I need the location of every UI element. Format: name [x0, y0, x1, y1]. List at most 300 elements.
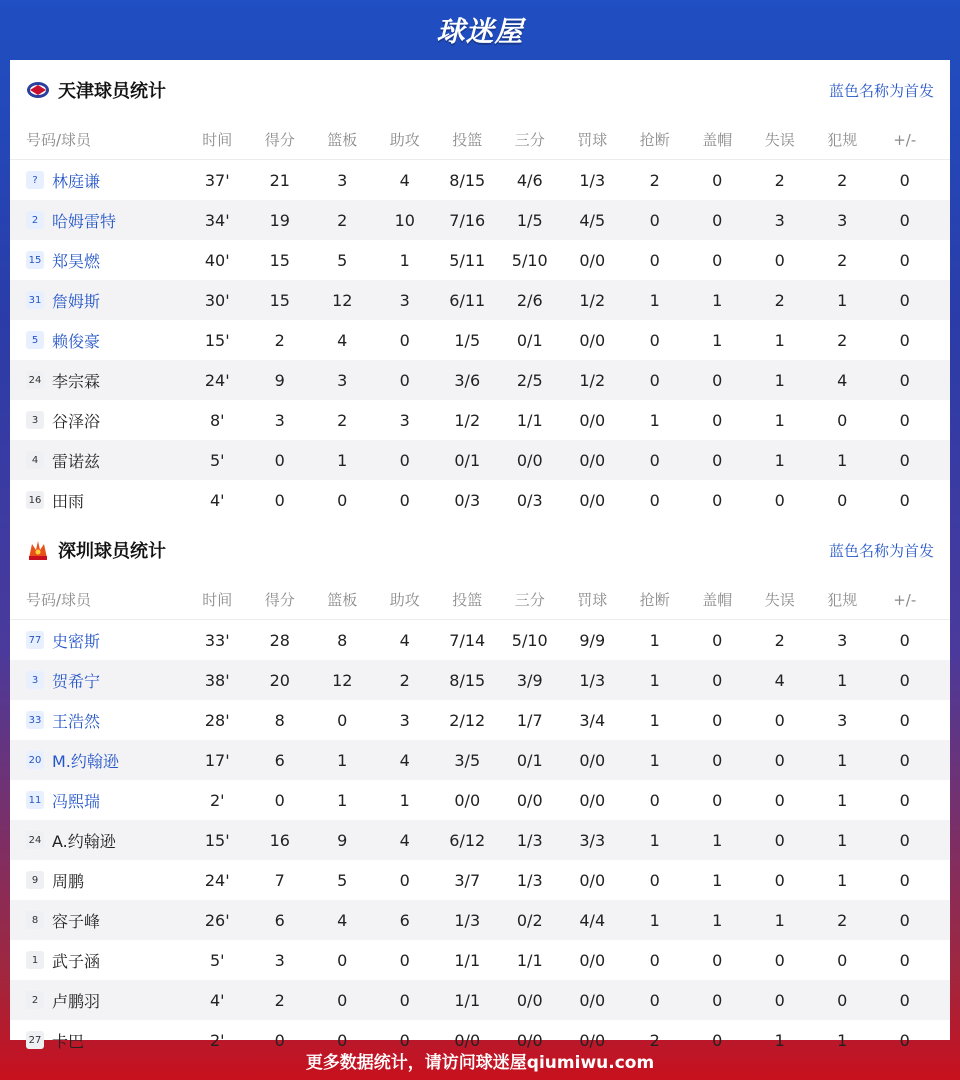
player-name[interactable]: 詹姆斯 [52, 291, 101, 311]
player-row [10, 480, 950, 520]
stat-cell: 3 [337, 170, 348, 190]
stat-cell: 15 [269, 250, 290, 270]
stat-cell: 0 [649, 870, 660, 890]
stat-cell: 1/3 [579, 670, 606, 690]
stat-cell: 0 [712, 790, 723, 810]
column-header-fg: 投篮 [452, 591, 483, 609]
stat-cell: 2/6 [516, 290, 543, 310]
stat-cell: 1 [712, 870, 723, 890]
player-cell [10, 449, 186, 472]
stat-cell: 0 [774, 990, 785, 1010]
stat-cell: 0 [649, 250, 660, 270]
column-header-plusminus: +/- [893, 590, 917, 609]
stat-cell: 9/9 [579, 630, 606, 650]
stat-cell: 0 [899, 210, 910, 230]
column-header-steals: 抢断 [639, 591, 670, 609]
stat-cell: 4 [399, 630, 410, 650]
player-name[interactable]: 冯熙瑞 [52, 791, 101, 811]
stat-cell: 1/1 [454, 950, 481, 970]
player-cell [10, 869, 186, 892]
stat-cell: 0 [774, 830, 785, 850]
stat-cell: 3 [399, 710, 410, 730]
stat-cell: 2 [649, 170, 660, 190]
stat-cell: 0 [649, 450, 660, 470]
stat-cell: 0/0 [516, 450, 543, 470]
stat-cell: 2/5 [516, 370, 543, 390]
player-cell [10, 829, 186, 852]
stat-cell: 0/0 [579, 1030, 606, 1050]
stat-cell: 5/10 [511, 250, 548, 270]
stat-cell: 1 [712, 910, 723, 930]
player-rows [10, 160, 950, 520]
stat-cell: 0 [712, 710, 723, 730]
stat-cell: 0 [712, 670, 723, 690]
footer-banner [0, 1040, 960, 1080]
column-header-assists: 助攻 [389, 591, 420, 609]
stat-cell: 1 [837, 750, 848, 770]
brand-bar [0, 0, 960, 60]
stat-cell: 0 [399, 370, 410, 390]
stat-cell: 8' [209, 410, 225, 430]
jersey-number-badge: 3 [26, 671, 44, 689]
stat-cell: 0 [274, 450, 285, 470]
player-row [10, 780, 950, 820]
player-name: 田雨 [52, 491, 85, 511]
player-name[interactable]: 林庭谦 [52, 171, 101, 191]
stat-cell: 28' [204, 710, 230, 730]
stat-cell: 0 [899, 630, 910, 650]
stat-cell: 10 [394, 210, 415, 230]
stat-cell: 1/2 [579, 290, 606, 310]
stat-cell: 1 [837, 830, 848, 850]
player-name[interactable]: 贺希宁 [52, 671, 101, 691]
player-name[interactable]: 赖俊豪 [52, 331, 101, 351]
stat-cell: 0 [899, 410, 910, 430]
player-name: 雷诺兹 [52, 451, 101, 471]
stat-cell: 4 [399, 830, 410, 850]
stat-cell: 5 [337, 870, 348, 890]
player-name[interactable]: 郑昊燃 [52, 251, 101, 271]
player-row [10, 240, 950, 280]
stat-cell: 2 [399, 670, 410, 690]
stat-cell: 0 [399, 330, 410, 350]
column-header-row [10, 580, 950, 620]
stat-cell: 3/9 [516, 670, 543, 690]
jersey-number-badge: 8 [26, 911, 44, 929]
stat-cell: 0 [274, 1030, 285, 1050]
stat-cell: 1 [837, 670, 848, 690]
stat-cell: 2 [649, 1030, 660, 1050]
stat-cell: 3 [399, 290, 410, 310]
stat-cell: 0 [899, 490, 910, 510]
stat-cell: 1 [774, 910, 785, 930]
team-section-tianjin [10, 60, 950, 520]
jersey-number-badge: 3 [26, 411, 44, 429]
stat-cell: 0/0 [579, 950, 606, 970]
stat-cell: 1 [399, 250, 410, 270]
stat-cell: 0 [712, 210, 723, 230]
stat-cell: 4 [399, 750, 410, 770]
stat-cell: 0/0 [579, 450, 606, 470]
player-cell [10, 409, 186, 432]
stat-cell: 3 [399, 410, 410, 430]
stat-cell: 3 [837, 630, 848, 650]
stat-cell: 0/0 [579, 790, 606, 810]
stat-cell: 6 [274, 910, 285, 930]
stat-cell: 30' [204, 290, 230, 310]
stat-cell: 4 [774, 670, 785, 690]
player-row [10, 200, 950, 240]
column-header-blocks: 盖帽 [702, 591, 733, 609]
player-name: A.约翰逊 [52, 831, 116, 851]
stat-cell: 0 [399, 450, 410, 470]
stat-cell: 2 [274, 990, 285, 1010]
team-section-shenzhen [10, 520, 950, 1060]
stat-cell: 0 [712, 410, 723, 430]
stat-cell: 8 [337, 630, 348, 650]
player-cell [10, 209, 186, 232]
stat-cell: 0/0 [579, 870, 606, 890]
stat-cell: 6 [399, 910, 410, 930]
player-row [10, 740, 950, 780]
column-header-steals: 抢断 [639, 131, 670, 149]
stat-cell: 0 [774, 250, 785, 270]
player-cell [10, 329, 186, 352]
jersey-number-badge: 11 [26, 791, 44, 809]
player-cell [10, 669, 186, 692]
starter-legend: 蓝色名称为首发 [828, 81, 934, 100]
stat-cell: 0 [712, 370, 723, 390]
player-row [10, 320, 950, 360]
player-row [10, 620, 950, 660]
stat-cell: 3 [274, 410, 285, 430]
stat-cell: 0 [337, 990, 348, 1010]
stat-cell: 0 [399, 490, 410, 510]
stat-cell: 0 [649, 210, 660, 230]
player-cell [10, 489, 186, 512]
stat-cell: 0 [274, 490, 285, 510]
stat-cell: 0 [649, 330, 660, 350]
player-row [10, 660, 950, 700]
player-name[interactable]: 哈姆雷特 [52, 211, 117, 231]
stat-cell: 16 [269, 830, 290, 850]
stat-cell: 2' [209, 1030, 225, 1050]
player-rows [10, 620, 950, 1060]
column-header-fg: 投篮 [452, 131, 483, 149]
jersey-number-badge: 20 [26, 751, 44, 769]
stat-cell: 0 [774, 750, 785, 770]
jersey-number-badge: 31 [26, 291, 44, 309]
stat-cell: 1 [649, 910, 660, 930]
stat-cell: 0/0 [579, 990, 606, 1010]
stat-cell: 4 [337, 910, 348, 930]
stat-cell: 8/15 [449, 170, 486, 190]
stat-cell: 0 [899, 990, 910, 1010]
player-row [10, 280, 950, 320]
stat-cell: 4/6 [516, 170, 543, 190]
column-header-ft: 罚球 [577, 131, 608, 149]
column-header-turnovers: 失误 [764, 131, 795, 149]
stats-card [10, 60, 950, 1051]
team-name: 深圳球员统计 [58, 541, 166, 562]
player-row [10, 900, 950, 940]
stat-cell: 3 [837, 710, 848, 730]
stat-cell: 7/16 [449, 210, 486, 230]
stat-cell: 38' [204, 670, 230, 690]
stat-cell: 1 [774, 330, 785, 350]
column-header-player: 号码/球员 [26, 131, 92, 149]
stat-cell: 0/0 [454, 790, 481, 810]
column-header-points: 得分 [264, 131, 295, 149]
stat-cell: 1 [337, 790, 348, 810]
jersey-number-badge: ? [26, 171, 44, 189]
stat-cell: 0 [274, 790, 285, 810]
jersey-number-badge: 15 [26, 251, 44, 269]
stat-cell: 2 [337, 410, 348, 430]
brand-logo-text: 球迷屋 [436, 15, 524, 48]
player-row [10, 360, 950, 400]
column-header-player: 号码/球员 [26, 591, 92, 609]
stat-cell: 0 [712, 170, 723, 190]
player-name[interactable]: 王浩然 [52, 711, 101, 731]
stat-cell: 1 [837, 790, 848, 810]
stat-cell: 0 [337, 710, 348, 730]
stat-cell: 4' [209, 990, 225, 1010]
jersey-number-badge: 24 [26, 371, 44, 389]
player-row [10, 400, 950, 440]
stat-cell: 33' [204, 630, 230, 650]
stat-cell: 1 [774, 370, 785, 390]
column-header-rebounds: 篮板 [327, 591, 358, 609]
stat-cell: 9 [337, 830, 348, 850]
stat-cell: 0/1 [516, 330, 543, 350]
player-name: 周鹏 [52, 871, 85, 891]
stat-cell: 0 [899, 950, 910, 970]
stat-cell: 2' [209, 790, 225, 810]
stat-cell: 0 [899, 670, 910, 690]
team-title [26, 77, 166, 103]
stat-cell: 1 [649, 290, 660, 310]
stat-cell: 6/12 [449, 830, 486, 850]
stat-cell: 0 [899, 750, 910, 770]
jersey-number-badge: 1 [26, 951, 44, 969]
stat-cell: 1 [837, 290, 848, 310]
stat-cell: 0 [774, 490, 785, 510]
stat-cell: 2 [837, 330, 848, 350]
stat-cell: 1/5 [454, 330, 481, 350]
stat-cell: 0/0 [579, 490, 606, 510]
player-cell [10, 789, 186, 812]
stat-cell: 0 [649, 370, 660, 390]
stat-cell: 5' [209, 450, 225, 470]
player-row [10, 860, 950, 900]
section-header [10, 60, 950, 120]
stat-cell: 0 [712, 490, 723, 510]
player-cell [10, 289, 186, 312]
player-cell [10, 909, 186, 932]
stat-cell: 1 [337, 750, 348, 770]
stat-cell: 1/1 [454, 990, 481, 1010]
player-name: 武子涵 [52, 951, 101, 971]
stat-cell: 0 [774, 870, 785, 890]
stat-cell: 0 [712, 1030, 723, 1050]
stat-cell: 0 [712, 250, 723, 270]
stat-cell: 20 [269, 670, 290, 690]
column-header-ft: 罚球 [577, 591, 608, 609]
stat-cell: 28 [269, 630, 290, 650]
stat-cell: 5/10 [511, 630, 548, 650]
stat-cell: 1 [712, 290, 723, 310]
jersey-number-badge: 9 [26, 871, 44, 889]
stat-cell: 2 [837, 170, 848, 190]
stat-cell: 24' [204, 370, 230, 390]
stat-cell: 3 [274, 950, 285, 970]
column-header-blocks: 盖帽 [702, 131, 733, 149]
player-name: 容子峰 [52, 911, 101, 931]
stat-cell: 0 [837, 410, 848, 430]
stat-cell: 1/1 [516, 950, 543, 970]
column-header-turnovers: 失误 [764, 591, 795, 609]
stat-cell: 7/14 [449, 630, 486, 650]
column-header-fouls: 犯规 [827, 591, 858, 609]
stat-cell: 1/2 [454, 410, 481, 430]
stat-cell: 1 [649, 710, 660, 730]
player-name[interactable]: 史密斯 [52, 631, 101, 651]
jersey-number-badge: 4 [26, 451, 44, 469]
stat-cell: 0 [337, 1030, 348, 1050]
stat-cell: 0 [712, 630, 723, 650]
stat-cell: 1/3 [516, 870, 543, 890]
stat-cell: 1 [649, 830, 660, 850]
stat-cell: 7 [274, 870, 285, 890]
stat-cell: 0 [337, 950, 348, 970]
column-header-fouls: 犯规 [827, 131, 858, 149]
player-row [10, 820, 950, 860]
stat-cell: 0 [837, 950, 848, 970]
stat-cell: 1 [649, 410, 660, 430]
stat-cell: 0 [337, 490, 348, 510]
stat-cell: 0 [899, 830, 910, 850]
stat-cell: 1 [837, 1030, 848, 1050]
stat-cell: 1 [712, 830, 723, 850]
stat-cell: 3/7 [454, 870, 481, 890]
stat-cell: 0 [712, 990, 723, 1010]
stat-cell: 0 [899, 870, 910, 890]
stat-cell: 1 [649, 630, 660, 650]
column-header-time: 时间 [202, 131, 233, 149]
column-header-rebounds: 篮板 [327, 131, 358, 149]
stat-cell: 0 [399, 870, 410, 890]
stat-cell: 1 [774, 450, 785, 470]
stat-cell: 2 [774, 290, 785, 310]
stat-cell: 2/12 [449, 710, 486, 730]
stat-cell: 0 [899, 370, 910, 390]
jersey-number-badge: 16 [26, 491, 44, 509]
column-header-time: 时间 [202, 591, 233, 609]
stat-cell: 0 [837, 990, 848, 1010]
stat-cell: 1 [712, 330, 723, 350]
column-header-3p: 三分 [514, 591, 545, 609]
stat-cell: 2 [274, 330, 285, 350]
stat-cell: 0/2 [516, 910, 543, 930]
player-name[interactable]: M.约翰逊 [52, 751, 119, 771]
stat-cell: 0 [399, 990, 410, 1010]
jersey-number-badge: 33 [26, 711, 44, 729]
player-cell [10, 709, 186, 732]
player-cell [10, 749, 186, 772]
stat-cell: 9 [274, 370, 285, 390]
stat-cell: 2 [837, 910, 848, 930]
player-cell [10, 629, 186, 652]
jersey-number-badge: 27 [26, 1031, 44, 1049]
stat-cell: 3/5 [454, 750, 481, 770]
player-row [10, 980, 950, 1020]
starter-legend: 蓝色名称为首发 [828, 541, 934, 560]
stat-cell: 5' [209, 950, 225, 970]
player-cell [10, 949, 186, 972]
stat-cell: 0/3 [454, 490, 481, 510]
stat-cell: 26' [204, 910, 230, 930]
player-row [10, 700, 950, 740]
stat-cell: 3 [337, 370, 348, 390]
stat-cell: 4 [837, 370, 848, 390]
section-header [10, 520, 950, 580]
stat-cell: 3 [774, 210, 785, 230]
jersey-number-badge: 24 [26, 831, 44, 849]
stat-cell: 0 [899, 790, 910, 810]
stat-cell: 1 [837, 450, 848, 470]
stat-cell: 0/0 [454, 1030, 481, 1050]
stat-cell: 0/0 [579, 250, 606, 270]
player-cell [10, 249, 186, 272]
tianjin-logo-icon [26, 78, 50, 102]
stat-cell: 1 [649, 670, 660, 690]
stat-cell: 1/5 [516, 210, 543, 230]
stat-cell: 0/0 [579, 410, 606, 430]
stat-cell: 0/0 [516, 1030, 543, 1050]
column-header-points: 得分 [264, 591, 295, 609]
stat-cell: 1 [649, 750, 660, 770]
stat-cell: 4' [209, 490, 225, 510]
player-row [10, 160, 950, 200]
player-cell [10, 369, 186, 392]
stat-cell: 15 [269, 290, 290, 310]
stat-cell: 0 [899, 330, 910, 350]
stat-cell: 1/3 [579, 170, 606, 190]
stat-cell: 2 [337, 210, 348, 230]
stat-cell: 0 [899, 910, 910, 930]
column-header-plusminus: +/- [893, 130, 917, 149]
stat-cell: 0 [399, 1030, 410, 1050]
stat-cell: 3/4 [579, 710, 606, 730]
player-name: 李宗霖 [52, 371, 101, 391]
team-name: 天津球员统计 [58, 81, 166, 102]
stat-cell: 0 [899, 290, 910, 310]
stat-cell: 1/2 [579, 370, 606, 390]
stat-cell: 0 [774, 710, 785, 730]
player-name: 卢鹏羽 [52, 991, 101, 1011]
stat-cell: 0 [774, 790, 785, 810]
stat-cell: 8/15 [449, 670, 486, 690]
jersey-number-badge: 2 [26, 991, 44, 1009]
stat-cell: 0 [712, 750, 723, 770]
stat-cell: 34' [204, 210, 230, 230]
stat-cell: 0/0 [516, 990, 543, 1010]
stat-cell: 0 [649, 490, 660, 510]
player-name: 谷泽浴 [52, 411, 101, 431]
stat-cell: 0 [649, 950, 660, 970]
stat-cell: 21 [269, 170, 290, 190]
